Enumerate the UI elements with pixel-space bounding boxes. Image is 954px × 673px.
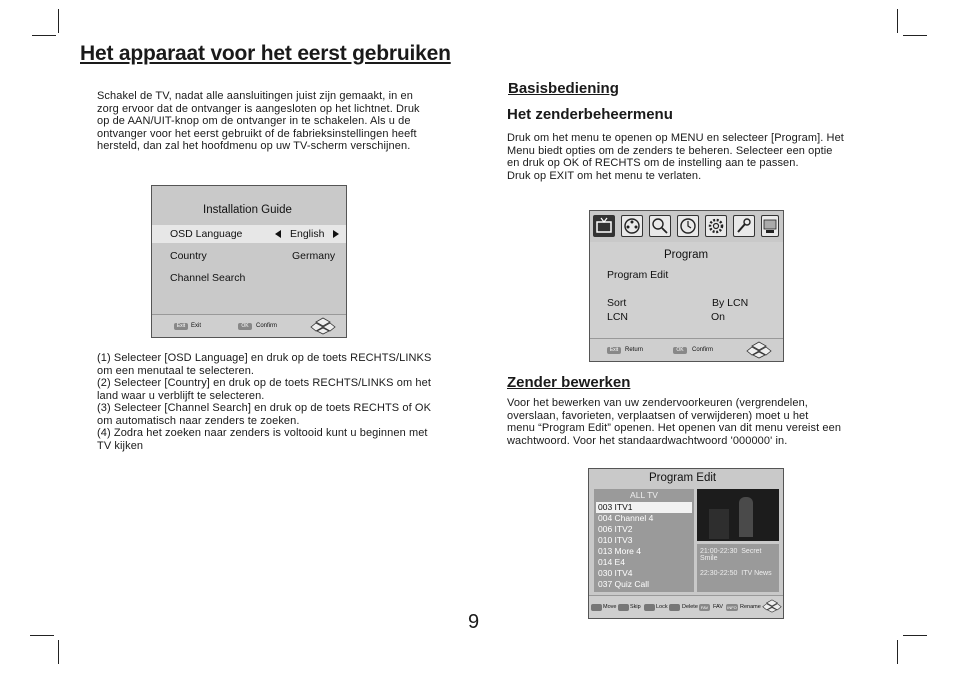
crop-mark: [897, 640, 898, 664]
text-line: (1) Selecteer [OSD Language] en druk op de toets RECHTS/LINKS: [97, 352, 432, 364]
epg-entry: [700, 548, 779, 562]
row-label: Country: [170, 250, 207, 262]
menu-row-country[interactable]: [152, 247, 346, 265]
menu-icon-bar: [590, 211, 783, 242]
text-line: op de AAN/UIT-knop om de ontvanger in te schakelen. Als u de: [97, 115, 411, 127]
program-menu-screen: [589, 210, 784, 362]
text-line: om automatisch naar zenders te zoeken.: [97, 414, 300, 427]
lock-label: Lock: [656, 604, 668, 610]
screen-footer: [152, 314, 346, 337]
rename-label: Rename: [740, 604, 761, 610]
tools-icon[interactable]: [733, 215, 755, 237]
item-value: By LCN: [712, 297, 749, 309]
crop-mark: [58, 640, 59, 664]
channel-row[interactable]: 006 ITV2: [598, 524, 633, 534]
usb-icon[interactable]: [761, 215, 779, 237]
text-line: wachtwoord. Voor het standaardwachtwoord '000000' in.: [507, 434, 788, 447]
arrow-right-icon[interactable]: [333, 230, 339, 238]
menu-row-osd-language[interactable]: [152, 225, 346, 243]
channel-row[interactable]: 004 Channel 4: [598, 513, 654, 523]
channel-list: [594, 489, 694, 592]
navigation-pad-icon: [762, 598, 782, 614]
search-icon[interactable]: [649, 215, 671, 237]
exit-label: Exit: [191, 323, 202, 329]
row-value: Germany: [292, 250, 336, 262]
text-line: TV kijken: [97, 439, 144, 452]
screen-footer: [590, 338, 783, 361]
yellow-key: [644, 604, 655, 611]
preview-video: [697, 489, 779, 541]
program-menu-paragraph: [507, 132, 882, 182]
menu-item-program-edit[interactable]: [607, 269, 668, 281]
crop-mark: [30, 635, 54, 636]
list-header: ALL TV: [630, 490, 658, 500]
channel-row[interactable]: 003 ITV1: [596, 502, 692, 513]
exit-key: Exit: [607, 347, 621, 354]
crop-mark: [903, 35, 927, 36]
screen-title: Program Edit: [649, 472, 717, 484]
page-title: Het apparaat voor het eerst gebruiken: [80, 42, 451, 65]
item-value: On: [711, 311, 726, 323]
crop-mark: [32, 35, 56, 36]
epg-title: Secret Smile: [700, 548, 762, 562]
channel-row[interactable]: 030 ITV4: [598, 568, 633, 578]
row-value: English: [290, 228, 325, 240]
row-label: OSD Language: [170, 228, 243, 240]
screen-title: Installation Guide: [203, 204, 292, 216]
skip-label: Skip: [630, 604, 641, 610]
text-line: menu “Program Edit” openen. Het openen van dit menu vereist een: [507, 422, 842, 434]
text-line: (2) Selecteer [Country] en druk op de toets RECHTS/LINKS om het: [97, 377, 432, 389]
move-label: Move: [603, 604, 617, 610]
delete-label: Delete: [682, 604, 698, 610]
text-line: (3) Selecteer [Channel Search] en druk op de toets RECHTS of OK: [97, 402, 432, 414]
navigation-pad-icon: [310, 317, 336, 335]
crop-mark: [897, 9, 898, 33]
steps-paragraph: [97, 352, 467, 452]
text-line: Menu biedt opties om de zenders te beheren. Selecteer een optie: [507, 144, 833, 157]
green-key: [618, 604, 629, 611]
text-line: om een menutaal te selecteren.: [97, 364, 255, 377]
crop-mark: [903, 635, 927, 636]
fav-label: FAV: [713, 604, 723, 610]
text-line: Druk om het menu te openen op MENU en selecteer [Program]. Het: [507, 132, 844, 144]
installation-guide-screen: [151, 185, 347, 338]
clock-icon[interactable]: [677, 215, 699, 237]
return-label: Return: [625, 347, 644, 353]
gear-icon[interactable]: [705, 215, 727, 237]
intro-paragraph: [97, 90, 467, 153]
blue-key: [669, 604, 680, 611]
info-key: INFO: [727, 605, 737, 610]
epg-time: 22:30-22:50: [700, 570, 738, 577]
page-number: 9: [468, 611, 480, 633]
ok-label: Confirm: [692, 347, 714, 353]
text-line: hersteld, dan zal het hoofdmenu op uw TV-scherm verschijnen.: [97, 140, 411, 152]
channel-row[interactable]: 037 Quiz Call: [598, 579, 650, 589]
text-line: land waar u verblijft te selecteren.: [97, 389, 265, 402]
epg-panel: [697, 544, 779, 592]
row-label: Channel Search: [170, 272, 246, 284]
epg-time: 21:00-22:30: [700, 548, 738, 555]
section-heading: Basisbediening: [508, 80, 619, 97]
channel-row[interactable]: 010 ITV3: [598, 535, 633, 545]
text-line: Druk op EXIT om het menu te verlaten.: [507, 169, 702, 182]
fav-key: FAV: [700, 605, 709, 610]
program-panel: [590, 242, 783, 339]
ok-label: Confirm: [256, 323, 278, 329]
epg-entry: [700, 570, 772, 577]
ok-key: OK: [673, 347, 687, 354]
epg-title: ITV News: [741, 570, 772, 577]
red-key: [591, 604, 602, 611]
menu-item-sort[interactable]: [607, 297, 777, 309]
item-label: Sort: [607, 297, 627, 309]
text-line: en druk op OK of RECHTS om de instelling aan te passen.: [507, 157, 799, 169]
screen-footer: [589, 595, 783, 618]
subsection-heading: Zender bewerken: [507, 374, 631, 391]
screen-title: Program: [664, 249, 709, 261]
channel-row[interactable]: 014 E4: [598, 557, 625, 567]
text-line: ontvanger voor het eerst gebruikt of de fabrieksinstellingen heeft: [97, 127, 417, 140]
film-icon[interactable]: [621, 215, 643, 237]
arrow-left-icon[interactable]: [275, 230, 281, 238]
text-line: (4) Zodra het zoeken naar zenders is voltooid kunt u beginnen met: [97, 427, 428, 439]
ok-key: OK: [238, 323, 252, 330]
text-line: zorg ervoor dat de ontvanger is aangesloten op het lichtnet. Druk: [97, 102, 420, 115]
text-line: Schakel de TV, nadat alle aansluitingen juist zijn gemaakt, in en: [97, 90, 413, 102]
item-label: LCN: [607, 311, 629, 323]
edit-channels-paragraph: [507, 397, 882, 447]
item-label: Program Edit: [607, 269, 669, 281]
subsection-heading: Het zenderbeheermenu: [507, 106, 673, 123]
text-line: Voor het bewerken van uw zendervoorkeuren (vergrendelen,: [507, 397, 808, 409]
channel-row[interactable]: 013 More 4: [598, 546, 641, 556]
exit-key: Exit: [174, 323, 188, 330]
crop-mark: [58, 9, 59, 33]
navigation-pad-icon: [746, 341, 772, 359]
tv-icon[interactable]: [593, 215, 615, 237]
menu-row-channel-search[interactable]: [152, 269, 346, 287]
program-edit-screen: [588, 468, 784, 619]
menu-item-lcn[interactable]: [607, 311, 777, 323]
text-line: overslaan, favorieten, verplaatsen of verwijderen) moet u het: [507, 409, 809, 422]
